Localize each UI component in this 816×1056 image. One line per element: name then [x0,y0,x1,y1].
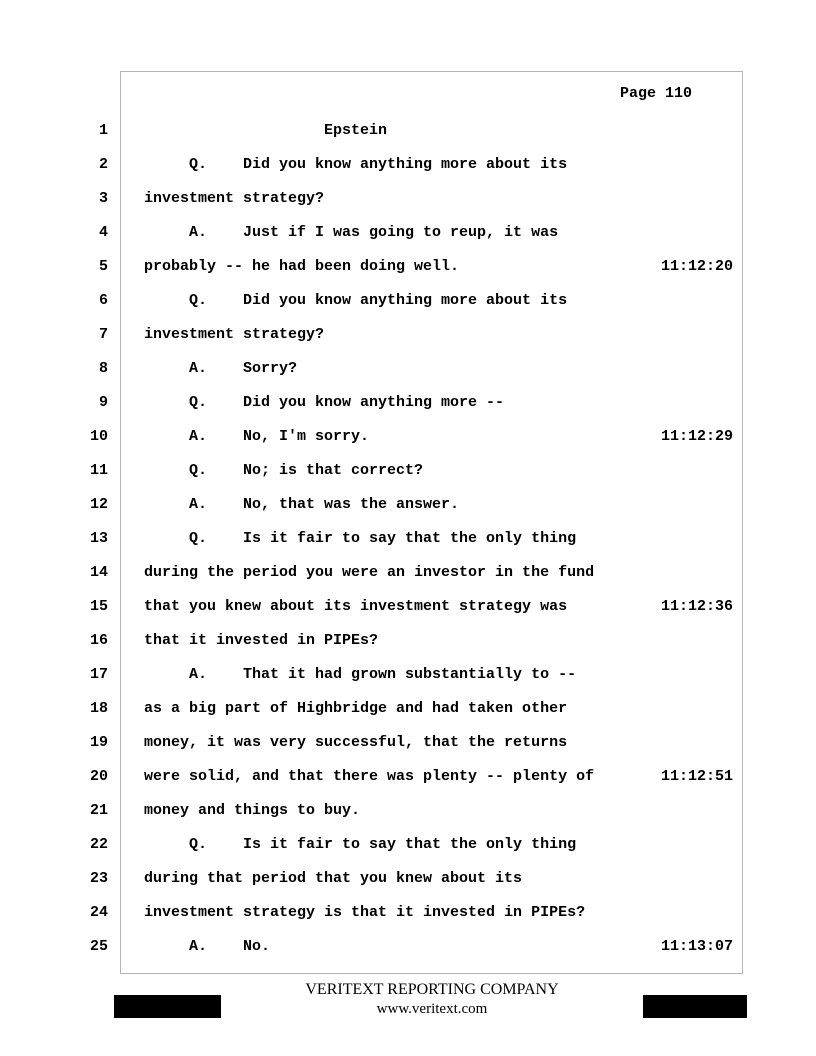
line-text: A. No, that was the answer. [144,496,460,513]
timestamp: 11:12:29 [661,428,734,445]
transcript-line [0,359,816,393]
line-text: Q. Did you know anything more -- [144,394,505,411]
line-text: A. That it had grown substantially to -- [144,666,577,683]
transcript-line [0,631,816,665]
line-text: as a big part of Highbridge and had taken other [144,700,568,717]
line-number: 25 [89,938,108,955]
transcript-line [0,665,816,699]
transcript-line [0,767,816,801]
line-number: 22 [89,836,108,853]
line-text: were solid, and that there was plenty -- plenty of [144,768,595,785]
redaction-box-right [643,995,747,1018]
transcript-line [0,937,816,971]
transcript-line [0,121,816,155]
line-number: 19 [89,734,108,751]
line-text: Q. Did you know anything more about its [144,292,568,309]
line-text: Q. Did you know anything more about its [144,156,568,173]
line-text: Q. No; is that correct? [144,462,424,479]
line-number: 9 [98,394,108,411]
transcript-line [0,835,816,869]
line-number: 17 [89,666,108,683]
transcript-line [0,427,816,461]
line-text: that you knew about its investment strategy was [144,598,568,615]
transcript-line [0,869,816,903]
transcript-line [0,189,816,223]
line-text: money and things to buy. [144,802,361,819]
line-number: 14 [89,564,108,581]
line-text: investment strategy? [144,190,325,207]
line-text: A. Sorry? [144,360,298,377]
transcript-line [0,495,816,529]
transcript-line [0,733,816,767]
line-text: A. No, I'm sorry. [144,428,370,445]
line-number: 12 [89,496,108,513]
transcript-line [0,155,816,189]
line-number: 15 [89,598,108,615]
transcript-line [0,529,816,563]
line-text: during the period you were an investor in the fund [144,564,595,581]
line-number: 20 [89,768,108,785]
transcript-line [0,257,816,291]
line-text: Epstein [144,122,388,139]
line-number: 7 [98,326,108,343]
line-number: 3 [98,190,108,207]
line-text: that it invested in PIPEs? [144,632,379,649]
transcript-line [0,597,816,631]
line-number: 4 [98,224,108,241]
transcript-line [0,393,816,427]
line-number: 2 [98,156,108,173]
line-number: 16 [89,632,108,649]
footer-company: VERITEXT REPORTING COMPANY [305,981,559,998]
transcript-line [0,699,816,733]
transcript-line [0,291,816,325]
line-number: 10 [89,428,108,445]
timestamp: 11:12:20 [661,258,734,275]
line-text: investment strategy is that it invested in PIPEs? [144,904,586,921]
footer-url: www.veritext.com [376,1001,488,1017]
line-number: 1 [98,122,108,139]
transcript-line [0,325,816,359]
transcript-line [0,223,816,257]
line-number: 8 [98,360,108,377]
page-number: Page 110 [620,85,693,102]
line-number: 13 [89,530,108,547]
line-text: money, it was very successful, that the returns [144,734,568,751]
line-number: 18 [89,700,108,717]
line-text: during that period that you knew about its [144,870,523,887]
timestamp: 11:12:36 [661,598,734,615]
timestamp: 11:12:51 [661,768,734,785]
line-number: 21 [89,802,108,819]
line-number: 24 [89,904,108,921]
line-text: Q. Is it fair to say that the only thing [144,530,577,547]
line-number: 23 [89,870,108,887]
transcript-line [0,563,816,597]
transcript-line [0,801,816,835]
line-text: A. No. [144,938,271,955]
line-text: Q. Is it fair to say that the only thing [144,836,577,853]
line-text: A. Just if I was going to reup, it was [144,224,559,241]
line-number: 5 [98,258,108,275]
line-text: investment strategy? [144,326,325,343]
redaction-box-left [114,995,221,1018]
transcript-line [0,903,816,937]
line-number: 6 [98,292,108,309]
transcript-line [0,461,816,495]
line-text: probably -- he had been doing well. [144,258,460,275]
timestamp: 11:13:07 [661,938,734,955]
line-number: 11 [89,462,108,479]
